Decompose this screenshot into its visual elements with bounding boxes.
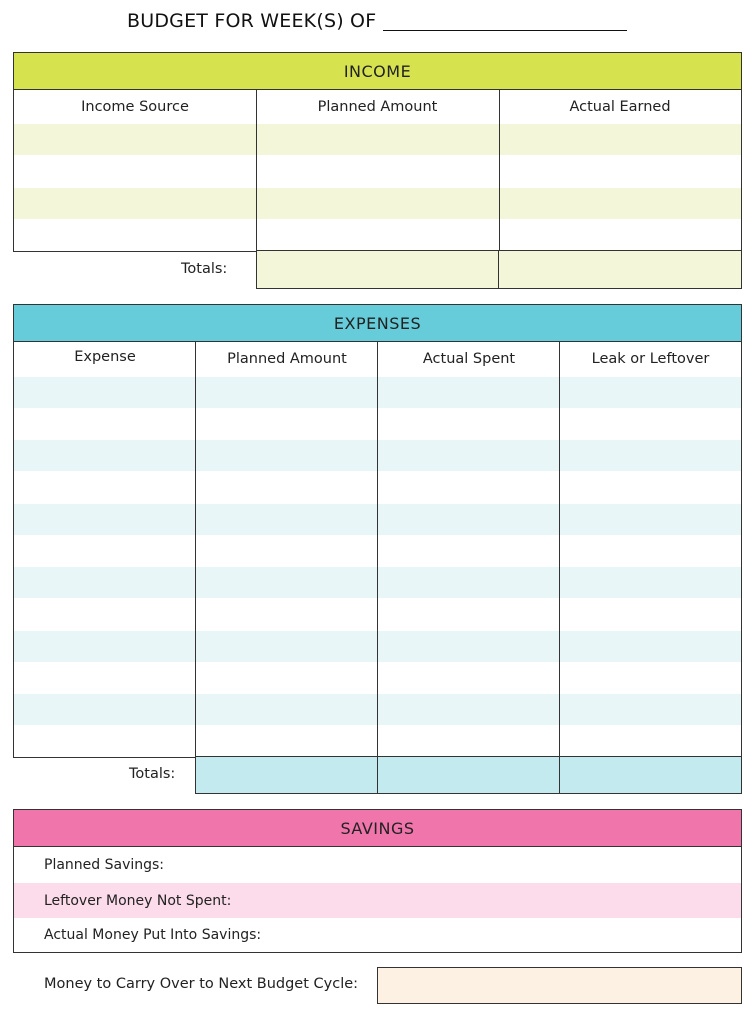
income-header: INCOME xyxy=(14,53,741,90)
savings-header: SAVINGS xyxy=(14,810,741,847)
page-title: BUDGET FOR WEEK(S) OF xyxy=(127,10,377,32)
income-col-actual: Actual Earned xyxy=(569,99,671,115)
expenses-divider xyxy=(559,342,560,757)
expenses-divider xyxy=(195,342,196,757)
income-band xyxy=(14,188,741,219)
expenses-totals-label: Totals: xyxy=(129,766,176,782)
income-divider xyxy=(256,90,257,251)
expenses-total-actual[interactable] xyxy=(377,756,561,794)
income-total-actual[interactable] xyxy=(498,250,742,289)
income-col-source: Income Source xyxy=(81,99,189,115)
income-band xyxy=(14,124,741,155)
carry-over-input[interactable] xyxy=(377,967,742,1004)
income-table xyxy=(13,52,742,252)
expenses-col-actual: Actual Spent xyxy=(422,351,516,367)
income-col-planned: Planned Amount xyxy=(317,99,438,115)
income-totals-label: Totals: xyxy=(181,261,228,277)
expenses-total-planned[interactable] xyxy=(195,756,379,794)
savings-row-actual: Actual Money Put Into Savings: xyxy=(44,926,262,943)
week-blank-line[interactable] xyxy=(383,30,627,31)
savings-row-planned: Planned Savings: xyxy=(44,857,165,873)
expenses-table xyxy=(13,304,742,758)
savings-table xyxy=(13,809,742,953)
expenses-total-leak[interactable] xyxy=(559,756,742,794)
expenses-divider xyxy=(377,342,378,757)
carry-over-label: Money to Carry Over to Next Budget Cycle: xyxy=(44,976,359,992)
expenses-col-planned: Planned Amount xyxy=(227,351,347,367)
savings-row-leftover: Leftover Money Not Spent: xyxy=(14,883,741,918)
expenses-col-expense: Expense xyxy=(74,349,136,365)
income-total-planned[interactable] xyxy=(256,250,500,289)
expenses-col-leak: Leak or Leftover xyxy=(591,351,710,367)
expenses-header: EXPENSES xyxy=(14,305,741,342)
income-divider xyxy=(499,90,500,251)
